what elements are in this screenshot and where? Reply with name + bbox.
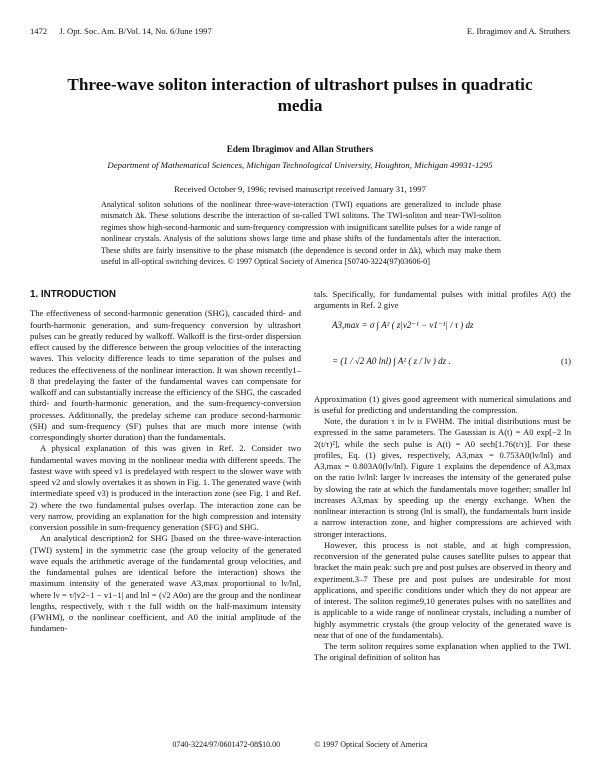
paragraph: tals. Specifically, for fundamental pulses with initial profiles A(t) the arguments in Ref. 2 give [314, 289, 571, 311]
paper-authors: Edem Ibragimov and Allan Struthers [226, 144, 374, 154]
equation-line: A3,max = σ ∫ A² ( z|v2⁻¹ − v1⁻¹| / τ ) dz [332, 319, 474, 330]
running-authors: E. Ibragimov and A. Struthers [466, 26, 570, 36]
right-column [314, 289, 571, 664]
section-heading: 1. INTRODUCTION [30, 289, 116, 300]
paragraph: The effectiveness of second-harmonic generation (SHG), cascaded third- and fourth-harmonic generation, and sum-frequency conversion by ultrashort pulses can be greatly reduced by walkoff. Walkoff is the first-order dispersion effect caused by the difference between the group velocities of the interacting waves. This velocity difference leads to time separation of the pulses and reduces the effectiveness of the nonlinear interaction. It was shown recently1–8 that predelaying the faster of the fundamental waves can compensate for walkoff and can substantially increase the efficiency of the SHG, the cascaded third- and fourth-harmonic generation, and the sum-frequency-conversion processes. Additionally, the predelay scheme can produce second-harmonic (SH) and sum-frequency (SF) pulses that are much more intense (with correspondingly shorter duration) than the fundamentals. [30, 308, 301, 442]
paragraph: The term soliton requires some explanation when applied to the TWI. The original definition of soliton has [314, 641, 571, 663]
equation-number: (1) [560, 355, 571, 366]
received-dates: Received October 9, 1996; revised manuscript received January 31, 1997 [174, 184, 426, 194]
author-affiliation: Department of Mathematical Sciences, Michigan Technological University, Houghton, Michigan 49931-1295 [107, 160, 493, 170]
journal-citation: J. Opt. Soc. Am. B/Vol. 14, No. 6/June 1997 [59, 26, 212, 36]
paragraph: Note, the duration τ in lν is FWHM. The initial distributions must be expressed in the same parameters. The Gaussian is A(t) = A0 exp[−2 ln 2(t/τ)²], while the sech pulse is A(t) = A0 sech[1.76(t/τ)]. For these profiles, Eq. (1) gives, respectively, A3,max = 0.753A0(lν/lnl) and A3,max = 0.803A0(lν/lnl). Figure 1 explains the dependence of A3,max on the ratio lν/lnl: larger lν increases the intensity of the generated pulse by slowing the rate at which the fundamentals move together; smaller lnl increases A3,max by speeding up the energy exchange. When the nonlinear interaction is strong (lnl is small), the fundamentals burn inside a narrow interaction zone, and higher compressions are achieved with stronger interactions. [314, 416, 571, 539]
copyright-notice: © 1997 Optical Society of America [314, 740, 428, 749]
page-number: 1472 [30, 26, 48, 36]
paragraph: Approximation (1) gives good agreement with numerical simulations and is useful for predicting and understanding the compression. [314, 393, 571, 415]
equation-line: = (1 / √2 A0 lnl) ∫ A² ( z / lν ) dz . [332, 355, 451, 366]
article-code: 0740-3224/97/0601472-08$10.00 [172, 740, 281, 749]
paragraph: However, this process is not stable, and at high compression, reconversion of the generated pulse causes satellite pulses to appear that bracket the main peak: such pre and post pulses are observed in theory and experiment.3–7 These pre and post pulses are undesirable for most applications, and specific conditions under which they do not appear are of interest. The soliton regime9,10 generates pulses with no satellites and is applicable to a wide range of nonlinear crystals, including a number of highly asymmetric crystals (the group velocity of the generated wave is near that of one of the fundamentals). [314, 539, 572, 640]
page-footer [0, 740, 600, 749]
left-column [30, 289, 301, 635]
equation-1 [314, 316, 571, 388]
paper-title: Three-wave soliton interaction of ultrashort pulses in quadratic media [67, 75, 533, 115]
paragraph: A physical explanation of this was given in Ref. 2. Consider two fundamental waves moving in the nonlinear media with different speeds. The fastest wave with speed v1 is predelayed with respect to the slower wave with speed v2 and slowly overtakes it as shown in Fig. 1. The generated wave (with intermediate speed v3) is produced in the interaction zone (see Fig. 1 and Ref. 2) where the two fundamental pulses overlap. The interaction zone can be very narrow, providing an explanation for the high compression and intensity conversion possible in sum-frequency generation (SFG) and SHG. [30, 443, 301, 532]
header-left [30, 26, 222, 36]
abstract [101, 199, 501, 267]
abstract-text: Analytical soliton solutions of the nonlinear three-wave-interaction (TWI) equations are generalized to include phase mismatch Δk. These solutions describe the interaction of so-called TWI solitons. The TWI-soliton and near-TWI-soliton regimes show high-second-harmonic and sum-frequency compression with insignificant satellite pulses for a wide range of nonlinear crystals. Analysis of the solutions shows large time and phase shifts of the fundamentals after the interaction. These shifts are fairly insensitive to the phase mismatch (the dependence is second order in Δk), which may make them useful in all-optical switching devices. © 1997 Optical Society of America [S0740-3224(97)03606-0] [101, 200, 501, 267]
paragraph: An analytical description2 for SHG [based on the three-wave-interaction (TWI) system] in the symmetric case (the group velocity of the generated wave equals the arithmetic average of the fundamental group velocities, and the fundamental pulses are identical before the interaction) shows the maximum intensity of the generated wave A3,max proportional to lν/lnl, where lν = τ/|v2−1 − v1−1| and lnl = (√2 A0σ) are the group and the nonlinear lengths, respectively, with τ the full width on the half-maximum intensity (FWHM), σ the nonlinear coefficient, and A0 the initial amplitude of the fundamen- [30, 533, 301, 634]
